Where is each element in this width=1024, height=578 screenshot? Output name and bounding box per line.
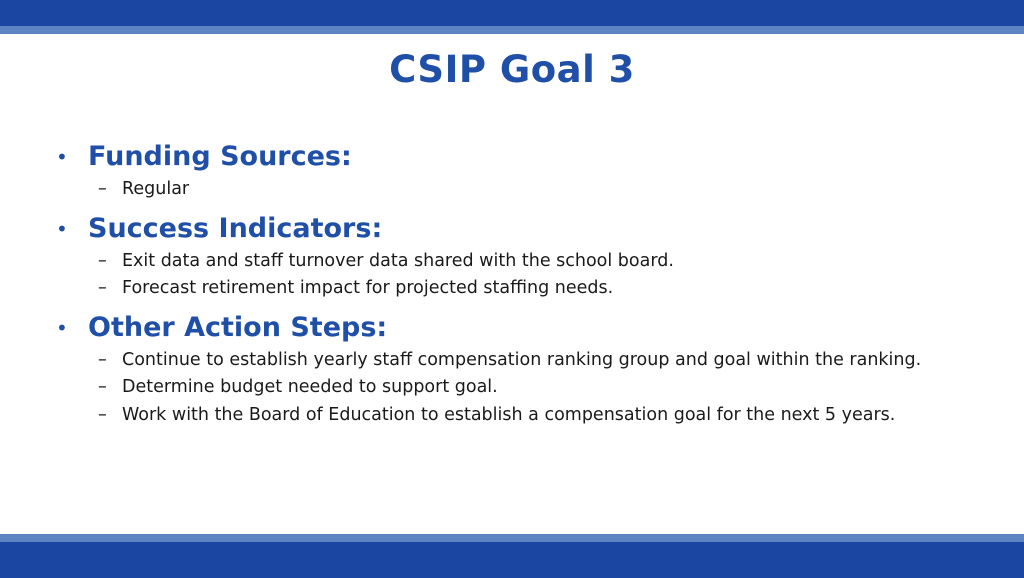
list-item xyxy=(56,176,986,204)
bullet-icon: • xyxy=(56,216,68,241)
section-heading xyxy=(56,309,986,347)
dash-icon: – xyxy=(98,179,107,199)
dash-icon: – xyxy=(98,377,107,397)
dash-icon: – xyxy=(98,404,107,425)
slide-body xyxy=(56,138,986,431)
list-item-text: Exit data and staff turnover data shared with the school board. xyxy=(122,250,674,271)
heading-label: Funding Sources: xyxy=(88,141,352,172)
list-item-text: Forecast retirement impact for projected staffing needs. xyxy=(122,278,614,298)
top-banner-dark xyxy=(0,0,1024,26)
list-item-text: Continue to establish yearly staff compensation ranking group and goal within the ranking. xyxy=(122,349,922,370)
bottom-banner-light xyxy=(0,534,1024,542)
list-item xyxy=(56,248,986,276)
section-success-indicators xyxy=(56,210,986,303)
list-item xyxy=(56,347,986,375)
section-heading xyxy=(56,138,986,176)
dash-icon: – xyxy=(98,278,107,298)
bullet-icon: • xyxy=(56,145,68,169)
list-item-text: Determine budget needed to support goal. xyxy=(122,377,498,397)
section-other-action-steps xyxy=(56,309,986,430)
top-banner-light xyxy=(0,26,1024,34)
list-item-text: Work with the Board of Education to establish a compensation goal for the next 5 years. xyxy=(122,404,896,425)
heading-label: Success Indicators: xyxy=(88,212,383,244)
list-item xyxy=(56,275,986,303)
section-funding-sources xyxy=(56,138,986,204)
bottom-banner-dark xyxy=(0,542,1024,578)
dash-icon: – xyxy=(98,349,107,370)
list-item xyxy=(56,374,986,402)
list-item xyxy=(56,402,986,430)
heading-label: Other Action Steps: xyxy=(88,311,388,343)
list-item-text: Regular xyxy=(122,179,190,199)
dash-icon: – xyxy=(98,250,107,271)
bullet-icon: • xyxy=(56,315,68,340)
section-heading xyxy=(56,210,986,248)
slide-title: CSIP Goal 3 xyxy=(389,48,635,91)
